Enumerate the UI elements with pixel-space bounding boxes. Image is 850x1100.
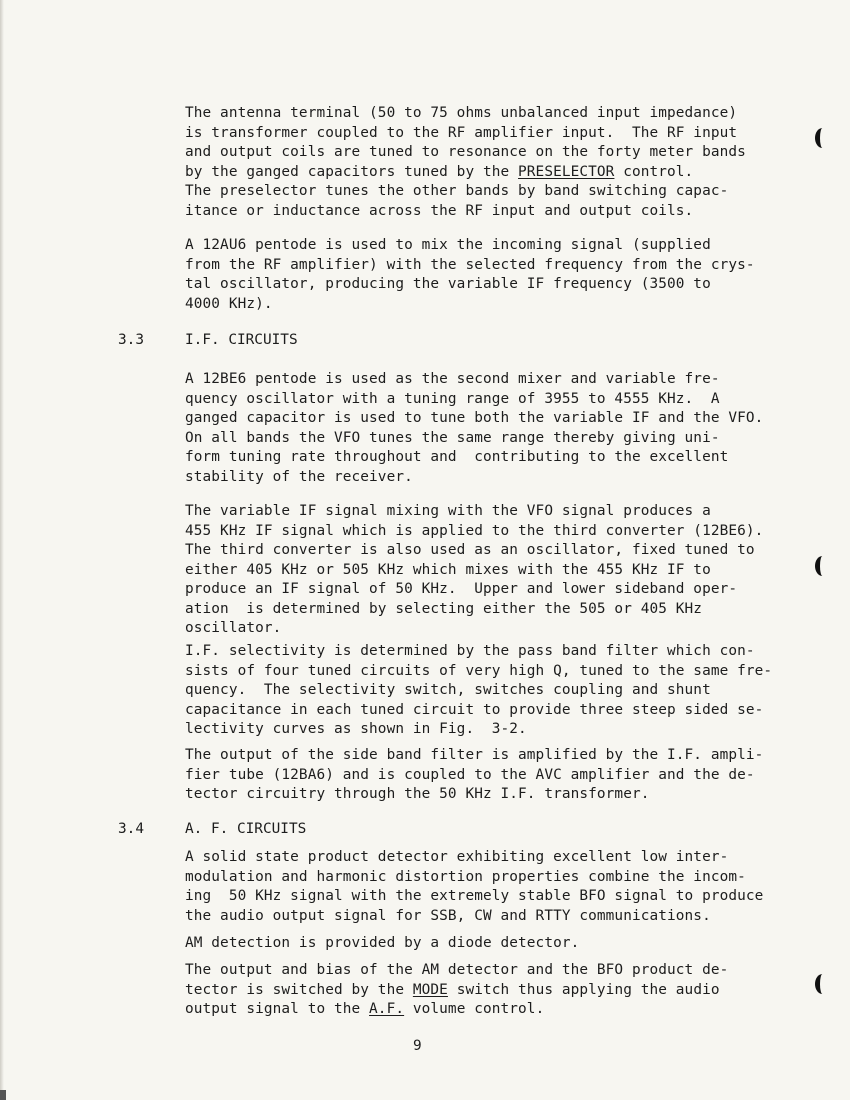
text-line: produce an IF signal of 50 KHz. Upper and lower sideband oper- <box>185 581 738 597</box>
binder-hole-mark <box>815 556 830 576</box>
text-line: lectivity curves as shown in Fig. 3-2. <box>185 721 527 737</box>
text-segment: control. <box>614 163 694 180</box>
paragraph-am-detection <box>185 934 745 954</box>
preselector-control-label: PRESELECTOR <box>518 163 615 180</box>
text-segment: by the ganged capacitors tuned by the <box>185 163 519 180</box>
text-line: the audio output signal for SSB, CW and RTTY communications. <box>185 907 711 924</box>
text-line: I.F. selectivity is determined by the pass band filter which con- <box>185 643 755 659</box>
text-line: is transformer coupled to the RF amplifier input. The RF input <box>185 124 738 141</box>
text-segment: volume control. <box>404 1001 545 1017</box>
paragraph-third-converter <box>185 502 764 639</box>
text-line <box>185 981 745 1001</box>
text-line: and output coils are tuned to resonance on the forty meter bands <box>185 144 746 160</box>
text-line: ing 50 KHz signal with the extremely stable BFO signal to produce <box>185 888 764 904</box>
section-number: 3.3 <box>118 332 144 348</box>
text-line: On all bands the VFO tunes the same range thereby giving uni- <box>185 429 720 446</box>
text-line: The preselector tunes the other bands by band switching capac- <box>185 183 729 199</box>
text-line: form tuning rate throughout and contributing to the excellent <box>185 449 729 465</box>
text-line: The variable IF signal mixing with the VFO signal produces a <box>185 503 711 519</box>
text-line: tector circuitry through the 50 KHz I.F. transformer. <box>185 786 650 802</box>
text-line: quency. The selectivity switch, switches coupling and shunt <box>185 682 711 698</box>
text-line <box>185 1000 745 1020</box>
text-line: The output and bias of the AM detector and the BFO product de- <box>185 962 729 978</box>
paragraph-if-amplifier <box>185 746 764 805</box>
text-segment: tector is switched by the <box>185 981 413 998</box>
binder-hole-mark <box>815 128 830 148</box>
text-line: The third converter is also used as an oscillator, fixed tuned to <box>185 542 755 558</box>
paragraph-mixer <box>185 236 755 314</box>
section-heading: A. F. CIRCUITS <box>185 821 307 837</box>
text-line: fier tube (12BA6) and is coupled to the AVC amplifier and the de- <box>185 766 755 783</box>
paragraph-vfo <box>185 370 764 487</box>
text-line: tal oscillator, producing the variable IF frequency (3500 to <box>185 276 711 292</box>
text-line: The output of the side band filter is amplified by the I.F. ampli- <box>185 747 764 763</box>
binder-hole-mark <box>815 974 830 994</box>
text-line: itance or inductance across the RF input and output coils. <box>185 202 694 219</box>
text-line: stability of the receiver. <box>185 468 413 485</box>
text-line: capacitance in each tuned circuit to provide three steep sided se- <box>185 701 764 718</box>
mode-switch-label: MODE <box>412 981 448 998</box>
text-line: quency oscillator with a tuning range of 3955 to 4555 KHz. A <box>185 390 720 407</box>
text-line: modulation and harmonic distortion properties combine the incom- <box>185 868 746 885</box>
text-line: ganged capacitor is used to tune both the variable IF and the VFO. <box>185 410 764 426</box>
text-segment: switch thus applying the audio <box>447 981 720 998</box>
text-line: The antenna terminal (50 to 75 ohms unbalanced input impedance) <box>185 105 738 121</box>
text-line: oscillator. <box>185 620 282 636</box>
text-segment: output signal to the <box>185 1001 370 1017</box>
section-number: 3.4 <box>118 821 144 837</box>
text-line: A 12AU6 pentode is used to mix the incoming signal (supplied <box>185 237 711 253</box>
text-line: from the RF amplifier) with the selected frequency from the crys- <box>185 256 755 273</box>
text-line: A 12BE6 pentode is used as the second mixer and variable fre- <box>185 371 720 387</box>
text-line: 4000 KHz). <box>185 295 273 312</box>
section-heading: I.F. CIRCUITS <box>185 332 298 348</box>
page-edge-shadow <box>0 0 4 1100</box>
af-control-label: A.F. <box>369 1001 405 1017</box>
text-line <box>185 163 745 183</box>
text-line: 455 KHz IF signal which is applied to the third converter (12BE6). <box>185 522 764 539</box>
text-line: either 405 KHz or 505 KHz which mixes with the 455 KHz IF to <box>185 561 711 578</box>
paragraph-antenna <box>185 104 745 221</box>
scan-mark <box>0 1090 6 1100</box>
page-number: 9 <box>413 1038 422 1054</box>
paragraph-selectivity <box>185 642 773 740</box>
text-line: sists of four tuned circuits of very high Q, tuned to the same fre- <box>185 662 773 679</box>
text-line: A solid state product detector exhibiting excellent low inter- <box>185 849 729 865</box>
paragraph-product-detector <box>185 848 764 926</box>
text-line: ation is determined by selecting either the 505 or 405 KHz <box>185 600 703 617</box>
paragraph-mode-switch <box>185 961 745 1020</box>
text-line: AM detection is provided by a diode detector. <box>185 935 580 951</box>
